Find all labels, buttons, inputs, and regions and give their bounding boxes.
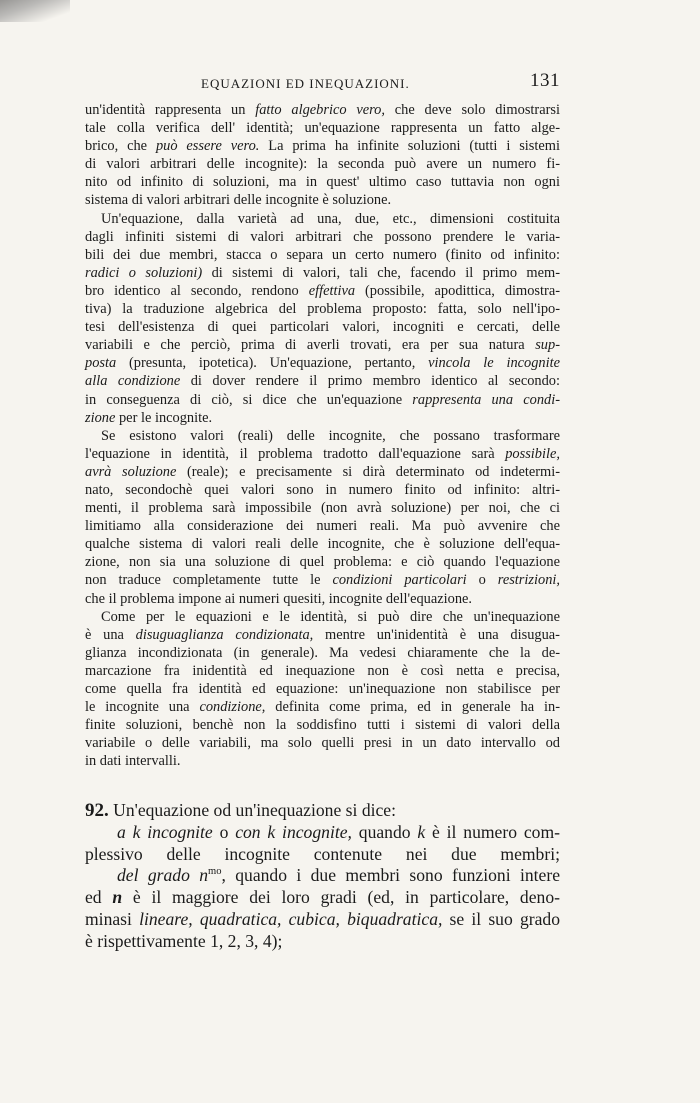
text-line: Un'equazione, dalla varietà ad una, due, etc., dimensioni costituita [101,210,560,227]
text-line: avrà soluzione (reale); e precisamente si dirà determinato od indetermi- [85,463,560,480]
text-line: che il problema impone ai numeri quesiti, incognite dell'equazione. [85,590,473,607]
text-line: non traduce completamente tutte le condizioni particolari o restrizioni, [85,572,560,589]
text-line: brico, che può essere vero. La prima ha infinite soluzioni (tutti i sistemi [85,138,560,155]
paragraph-4 [85,608,560,771]
paragraph-1 [85,101,560,210]
text-line: radici o soluzioni) di sistemi di valori, tali che, facendo il primo mem- [85,264,560,281]
text-line: sistema di valori arbitrari delle incognite è soluzione. [85,192,392,209]
text-line: dagli infiniti sistemi di valori arbitrari che possono prendere le varia- [85,228,560,245]
text-line: nito od infinito di soluzioni, ma in quest' ultimo caso tuttavia non ogni [85,174,560,191]
text-line: bili dei due membri, stacca o separa un certo numero (finito od infinito: [85,246,560,263]
text-line: posta (presunta, ipotetica). Un'equazione, pertanto, vincola le incognite [85,355,560,372]
text-line: un'identità rappresenta un fatto algebrico vero, che deve solo dimostrarsi [85,102,560,118]
section-number: 92. [85,800,109,821]
page-header [85,70,560,96]
text-line: minasi lineare, quadratica, cubica, biquadratica, se il suo grado [85,908,561,929]
text-line: come quella fra identità ed equazione: un'inequazione non stabilisce per [85,681,560,697]
text-line: è una disuguaglianza condizionata, mentre un'inidentità è una disugua- [85,626,560,643]
paragraph-2 [85,210,560,427]
page-number: 131 [530,70,560,91]
text-line: è rispettivamente 1, 2, 3, 4); [85,930,283,951]
text-line: Se esistono valori (reali) delle incognite, che possano trasformare [101,427,560,444]
text-line: marcazione fra inidentità ed inequazione non è così netta e precisa, [85,662,560,679]
page-stain [0,0,70,22]
text-line: variabile o delle variabili, ma solo quelli presi in un dato intervallo od [85,735,560,752]
text-line: ed n è il maggiore dei loro gradi (ed, in particolare, deno- [85,887,560,908]
text-line: qualche sistema di valori reali delle incognite, che è soluzione dell'equa- [85,536,560,553]
text-line: variabili e che perciò, prima di averli trovati, era per sua natura sup- [85,337,560,354]
body-text [85,101,560,770]
text-line: tiva) la traduzione algebrica del problema proposto: fatta, solo nell'ipo- [85,301,560,318]
text-line: Come per le equazioni e le identità, si può dire che un'inequazione [101,608,560,625]
running-title: EQUAZIONI ED INEQUAZIONI. [201,76,410,91]
text-line: plessivo delle incognite contenute nei due membri; [85,843,560,864]
section-heading: 92. Un'equazione od un'inequazione si dice: [85,800,397,821]
text-line: glianza incondizionata (in generale). Ma vedesi chiaramente che la de- [85,644,560,661]
section-92 [85,800,560,953]
text-line: zione per le incognite. [85,409,213,426]
text-line: limitiamo alla considerazione dei numeri reali. Ma può avvenire che [85,518,560,535]
text-line: di valori arbitrari delle incognite): la seconda può avere un numero fi- [85,156,560,173]
text-line: tale colla verifica dell' identità; un'equazione rappresenta un fatto alge- [85,120,560,137]
text-line: nato, secondochè quei valori sono in numero finito od infinito: altri- [85,481,560,498]
text-line: in conseguenza di ciò, si dice che un'equazione rappresenta una condi- [85,391,561,408]
text-line: alla condizione di dover rendere il primo membro identico al secondo: [85,373,560,390]
text-line: zione, non sia una soluzione di quel problema: e ciò quando l'equazione [85,554,560,571]
paragraph-3 [85,427,560,608]
text-line: tesi dell'esistenza di quei particolari valori, incogniti e cercati, delle [85,319,560,336]
text-line: menti, il problema sarà impossibile (non avrà soluzione) per noi, che ci [85,500,560,517]
text-line: l'equazione in identità, il problema tradotto dall'equazione sarà possibile, [85,445,560,462]
text-line: bro identico al secondo, rendono effettiva (possibile, apodittica, dimostra- [85,282,561,299]
text-line: a k incognite o con k incognite, quando k è il numero com- [117,821,560,842]
text-line: in dati intervalli. [85,753,181,770]
text-line: le incognite una condizione, definita come prima, ed in generale ha in- [85,699,560,716]
text-line: del grado $n^{mo}$, quando i due membri sono funzioni intere [117,865,560,886]
text-line: finite soluzioni, benchè non la soddisfino tutti i sistemi di valori della [85,717,560,734]
